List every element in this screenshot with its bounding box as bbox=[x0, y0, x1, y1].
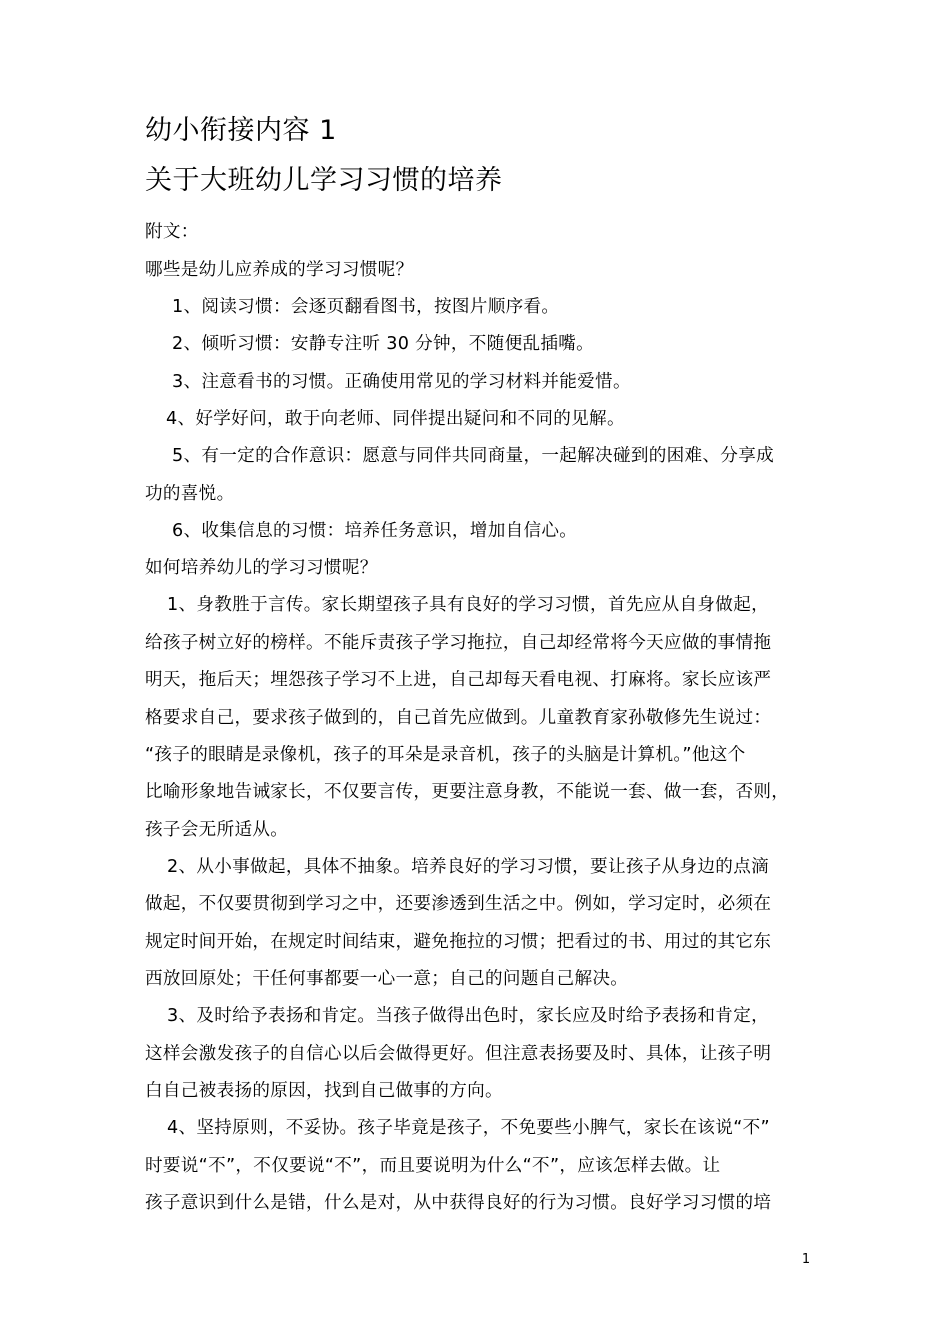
text-line: 西放回原处；干任何事都要一心一意；自己的问题自己解决。 bbox=[145, 969, 629, 989]
document-title-line-1: 幼小衔接内容 1 bbox=[145, 115, 337, 146]
text-line: 做起，不仅要贯彻到学习之中，还要渗透到生活之中。例如，学习定时，必须在 bbox=[145, 894, 772, 914]
text-line: 比喻形象地告诫家长，不仅要言传，更要注意身教，不能说一套、做一套，否则， bbox=[145, 782, 790, 802]
text-line: 如何培养幼儿的学习习惯呢？ bbox=[145, 558, 378, 578]
text-line: 哪些是幼儿应养成的学习习惯呢？ bbox=[145, 260, 414, 280]
text-line: 6、收集信息的习惯：培养任务意识，增加自信心。 bbox=[172, 521, 578, 541]
text-line: 3、注意看书的习惯。正确使用常见的学习材料并能爱惜。 bbox=[172, 372, 631, 392]
text-line: 2、从小事做起，具体不抽象。培养良好的学习习惯，要让孩子从身边的点滴 bbox=[167, 857, 769, 877]
text-line: 孩子意识到什么是错，什么是对，从中获得良好的行为习惯。良好学习习惯的培 bbox=[145, 1193, 772, 1213]
text-line: 附文： bbox=[145, 222, 199, 242]
text-line: “孩子的眼睛是录像机，孩子的耳朵是录音机，孩子的头脑是计算机。”他这个 bbox=[145, 745, 746, 765]
text-line: 1、阅读习惯：会逐页翻看图书，按图片顺序看。 bbox=[172, 297, 560, 317]
text-line: 5、有一定的合作意识：愿意与同伴共同商量，一起解决碰到的困难、分享成 bbox=[172, 446, 774, 466]
text-line: 给孩子树立好的榜样。不能斥责孩子学习拖拉，自己却经常将今天应做的事情拖 bbox=[145, 633, 772, 653]
text-line: 这样会激发孩子的自信心以后会做得更好。但注意表扬要及时、具体，让孩子明 bbox=[145, 1044, 772, 1064]
page-number: 1 bbox=[801, 1252, 811, 1267]
text-line: 格要求自己，要求孩子做到的，自己首先应做到。儿童教育家孙敬修先生说过： bbox=[145, 708, 772, 728]
text-line: 2、倾听习惯：安静专注听 30 分钟，不随便乱插嘴。 bbox=[172, 334, 595, 354]
document-title-line-2: 关于大班幼儿学习习惯的培养 bbox=[145, 165, 503, 196]
text-line: 时要说“不”，不仅要说“不”，而且要说明为什么“不”，应该怎样去做。让 bbox=[145, 1156, 721, 1176]
text-line: 明天，拖后天；埋怨孩子学习不上进，自己却每天看电视、打麻将。家长应该严 bbox=[145, 670, 772, 690]
text-line: 功的喜悦。 bbox=[145, 484, 235, 504]
text-line: 孩子会无所适从。 bbox=[145, 820, 289, 840]
text-line: 规定时间开始，在规定时间结束，避免拖拉的习惯；把看过的书、用过的其它东 bbox=[145, 932, 772, 952]
text-line: 4、好学好问，敢于向老师、同伴提出疑问和不同的见解。 bbox=[166, 409, 625, 429]
text-line: 4、坚持原则，不妥协。孩子毕竟是孩子，不免要些小脾气，家长在该说“不” bbox=[167, 1118, 770, 1138]
text-line: 3、及时给予表扬和肯定。当孩子做得出色时，家长应及时给予表扬和肯定， bbox=[167, 1006, 769, 1026]
text-line: 白自己被表扬的原因，找到自己做事的方向。 bbox=[145, 1081, 503, 1101]
text-line: 1、身教胜于言传。家长期望孩子具有良好的学习习惯，首先应从自身做起， bbox=[167, 595, 769, 615]
